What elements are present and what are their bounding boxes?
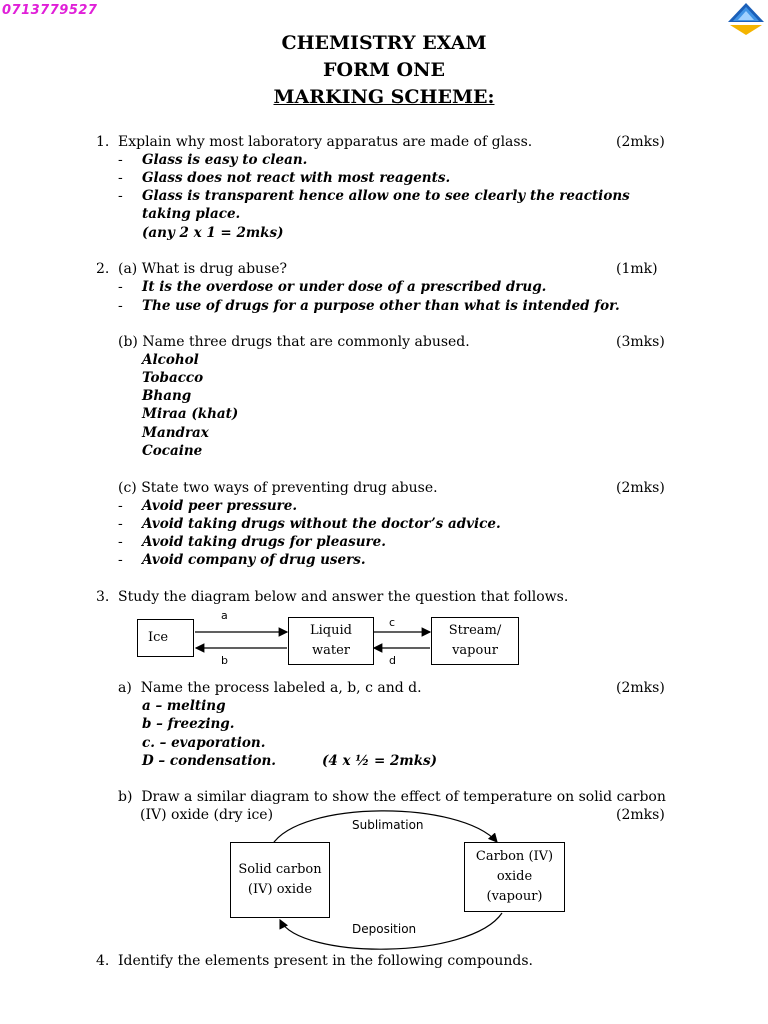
label-c: c — [389, 616, 396, 629]
answer-line: D – condensation. — [142, 753, 276, 769]
marks: (3mks) — [616, 334, 665, 350]
question-text: (c) State two ways of preventing drug abuse. — [118, 480, 438, 496]
label-b: b — [221, 654, 228, 667]
answer-line: a – melting — [142, 698, 226, 714]
question-number: 1. — [96, 134, 110, 150]
answer-line: It is the overdose or under dose of a prescribed drug. — [142, 279, 547, 295]
answer-line: Miraa (khat) — [142, 406, 239, 422]
marks: (2mks) — [616, 134, 665, 150]
solid-carbon-box: Solid carbon (IV) oxide — [230, 842, 330, 918]
answer-line: Avoid company of drug users. — [142, 552, 366, 568]
question-number: 2. — [96, 261, 110, 277]
question-text: b) Draw a similar diagram to show the effect of temperature on solid carbon — [118, 789, 666, 805]
question-number: 4. — [96, 953, 110, 969]
phone-number: 0713779527 — [2, 3, 98, 18]
answer-line: Glass is transparent hence allow one to see clearly the reactions — [142, 188, 630, 204]
question-number: 3. — [96, 589, 110, 605]
answer-line: Glass is easy to clean. — [142, 152, 308, 168]
answer-line: c. – evaporation. — [142, 735, 266, 751]
question-text: Explain why most laboratory apparatus are made of glass. — [118, 134, 533, 150]
answer-line: taking place. — [142, 206, 241, 222]
marking-scheme-heading: MARKING SCHEME: — [273, 86, 495, 108]
liquid-water-box: Liquid water — [288, 617, 374, 665]
ice-box: Ice — [137, 619, 194, 657]
marks: (2mks) — [616, 680, 665, 696]
marks: (1mk) — [616, 261, 658, 277]
question-text: (a) What is drug abuse? — [118, 261, 288, 277]
vapour-box: Stream/ vapour — [431, 617, 519, 665]
question-text: Identify the elements present in the following compounds. — [118, 953, 533, 969]
answer-line: Mandrax — [142, 425, 209, 441]
label-d: d — [389, 654, 396, 667]
answer-line: Tobacco — [142, 370, 204, 386]
answer-line: Alcohol — [142, 352, 199, 368]
answer-line: Avoid peer pressure. — [142, 498, 298, 514]
answer-line: Avoid taking drugs without the doctor’s advice. — [142, 516, 501, 532]
question-text: (b) Name three drugs that are commonly abused. — [118, 334, 470, 350]
marks: (2mks) — [616, 807, 665, 823]
answer-line: Glass does not react with most reagents. — [142, 170, 451, 186]
marks-note: (any 2 x 1 = 2mks) — [142, 225, 284, 241]
marks-note: (4 x ½ = 2mks) — [322, 753, 438, 769]
answer-line: The use of drugs for a purpose other than what is intended for. — [142, 298, 620, 314]
page-subtitle: FORM ONE — [323, 59, 445, 81]
label-a: a — [221, 609, 228, 622]
page-title: CHEMISTRY EXAM — [281, 32, 487, 54]
answer-line: Avoid taking drugs for pleasure. — [142, 534, 386, 550]
carbon-vapour-box: Carbon (IV) oxide (vapour) — [464, 842, 565, 912]
answer-line: Bhang — [142, 388, 192, 404]
question-text: (IV) oxide (dry ice) — [140, 807, 274, 823]
answer-line: Cocaine — [142, 443, 203, 459]
answer-line: b – freezing. — [142, 716, 235, 732]
marks: (2mks) — [616, 480, 665, 496]
question-text: Study the diagram below and answer the question that follows. — [118, 589, 569, 605]
question-text: a) Name the process labeled a, b, c and d. — [118, 680, 422, 696]
sublimation-label: Sublimation — [352, 818, 424, 832]
deposition-label: Deposition — [352, 922, 417, 936]
